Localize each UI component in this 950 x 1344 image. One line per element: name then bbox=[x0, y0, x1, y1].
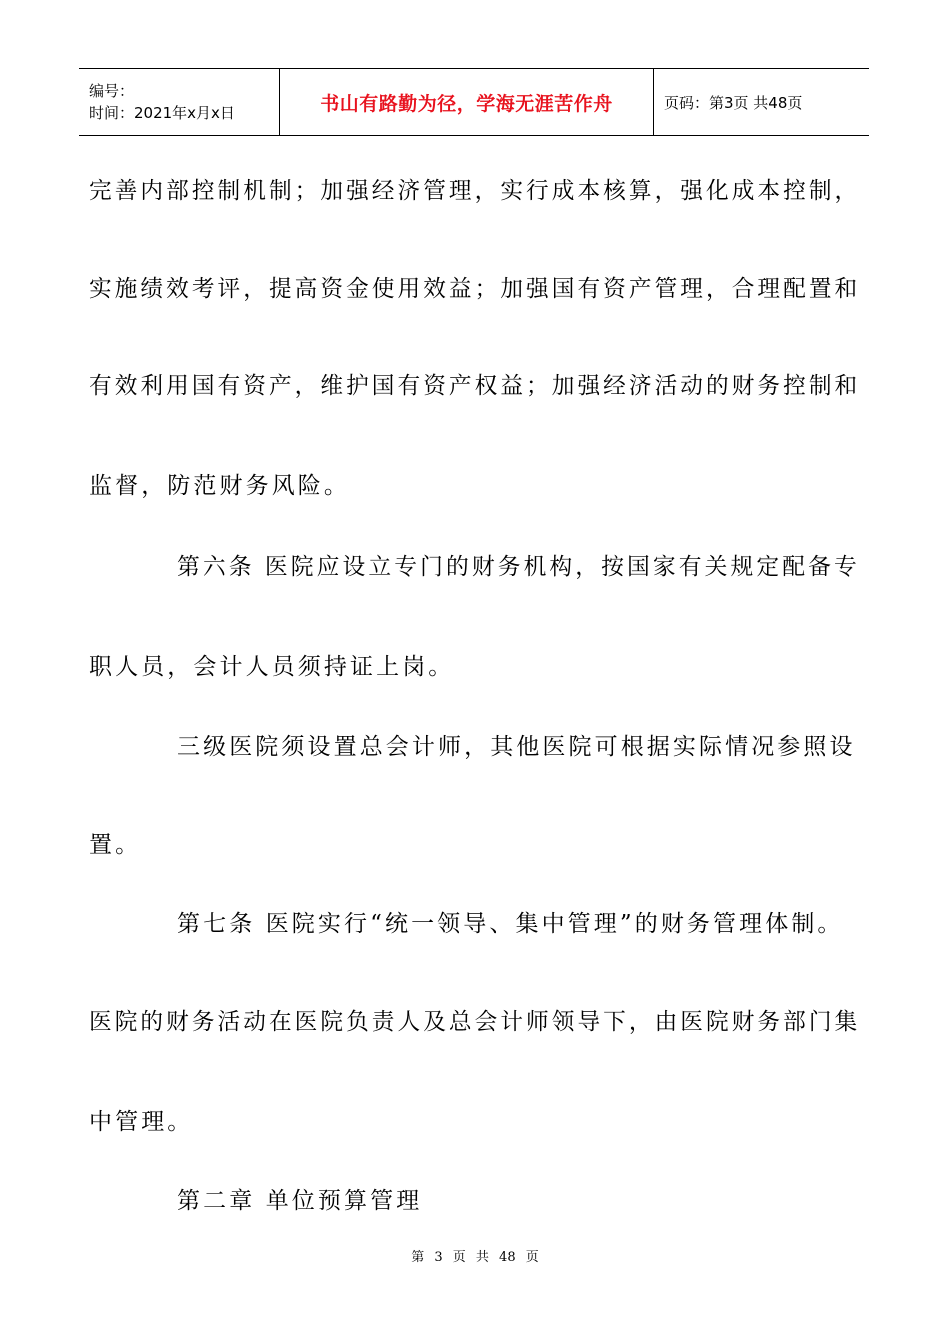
footer-page-number: 第 3 页 共 48 页 bbox=[411, 1250, 539, 1265]
header-meta-cell bbox=[79, 69, 280, 135]
body-line-10: 医院的财务活动在医院负责人及总会计师领导下，由医院财务部门集 bbox=[89, 1009, 861, 1035]
body-line-3: 有效利用国有资产，维护国有资产权益；加强经济活动的财务控制和 bbox=[89, 373, 861, 399]
body-line-8: 置。 bbox=[89, 832, 142, 858]
page-footer bbox=[0, 1246, 950, 1265]
header-motto-cell bbox=[280, 69, 654, 135]
header-code-label: 编号： bbox=[89, 82, 135, 100]
body-line-11: 中管理。 bbox=[89, 1109, 194, 1135]
header-page-cell bbox=[654, 69, 869, 135]
body-line-2: 实施绩效考评，提高资金使用效益；加强国有资产管理，合理配置和 bbox=[89, 276, 861, 302]
body-line-1: 完善内部控制机制；加强经济管理，实行成本核算，强化成本控制， bbox=[89, 178, 861, 204]
header-motto: 书山有路勤为径，学海无涯苦作舟 bbox=[320, 92, 613, 115]
body-line-7: 三级医院须设置总会计师，其他医院可根据实际情况参照设 bbox=[177, 734, 856, 760]
body-line-4: 监督，防范财务风险。 bbox=[89, 473, 350, 499]
chapter-heading: 第二章 单位预算管理 bbox=[177, 1188, 423, 1214]
body-line-6: 职人员，会计人员须持证上岗。 bbox=[89, 654, 455, 680]
page-header-table bbox=[79, 68, 869, 136]
body-line-9: 第七条 医院实行“统一领导、集中管理”的财务管理体制。 bbox=[177, 911, 844, 937]
header-page-info: 页码：第3页 共48页 bbox=[664, 93, 803, 112]
body-line-5: 第六条 医院应设立专门的财务机构，按国家有关规定配备专 bbox=[177, 554, 860, 580]
header-date-label: 时间：2021年x月x日 bbox=[89, 104, 235, 122]
